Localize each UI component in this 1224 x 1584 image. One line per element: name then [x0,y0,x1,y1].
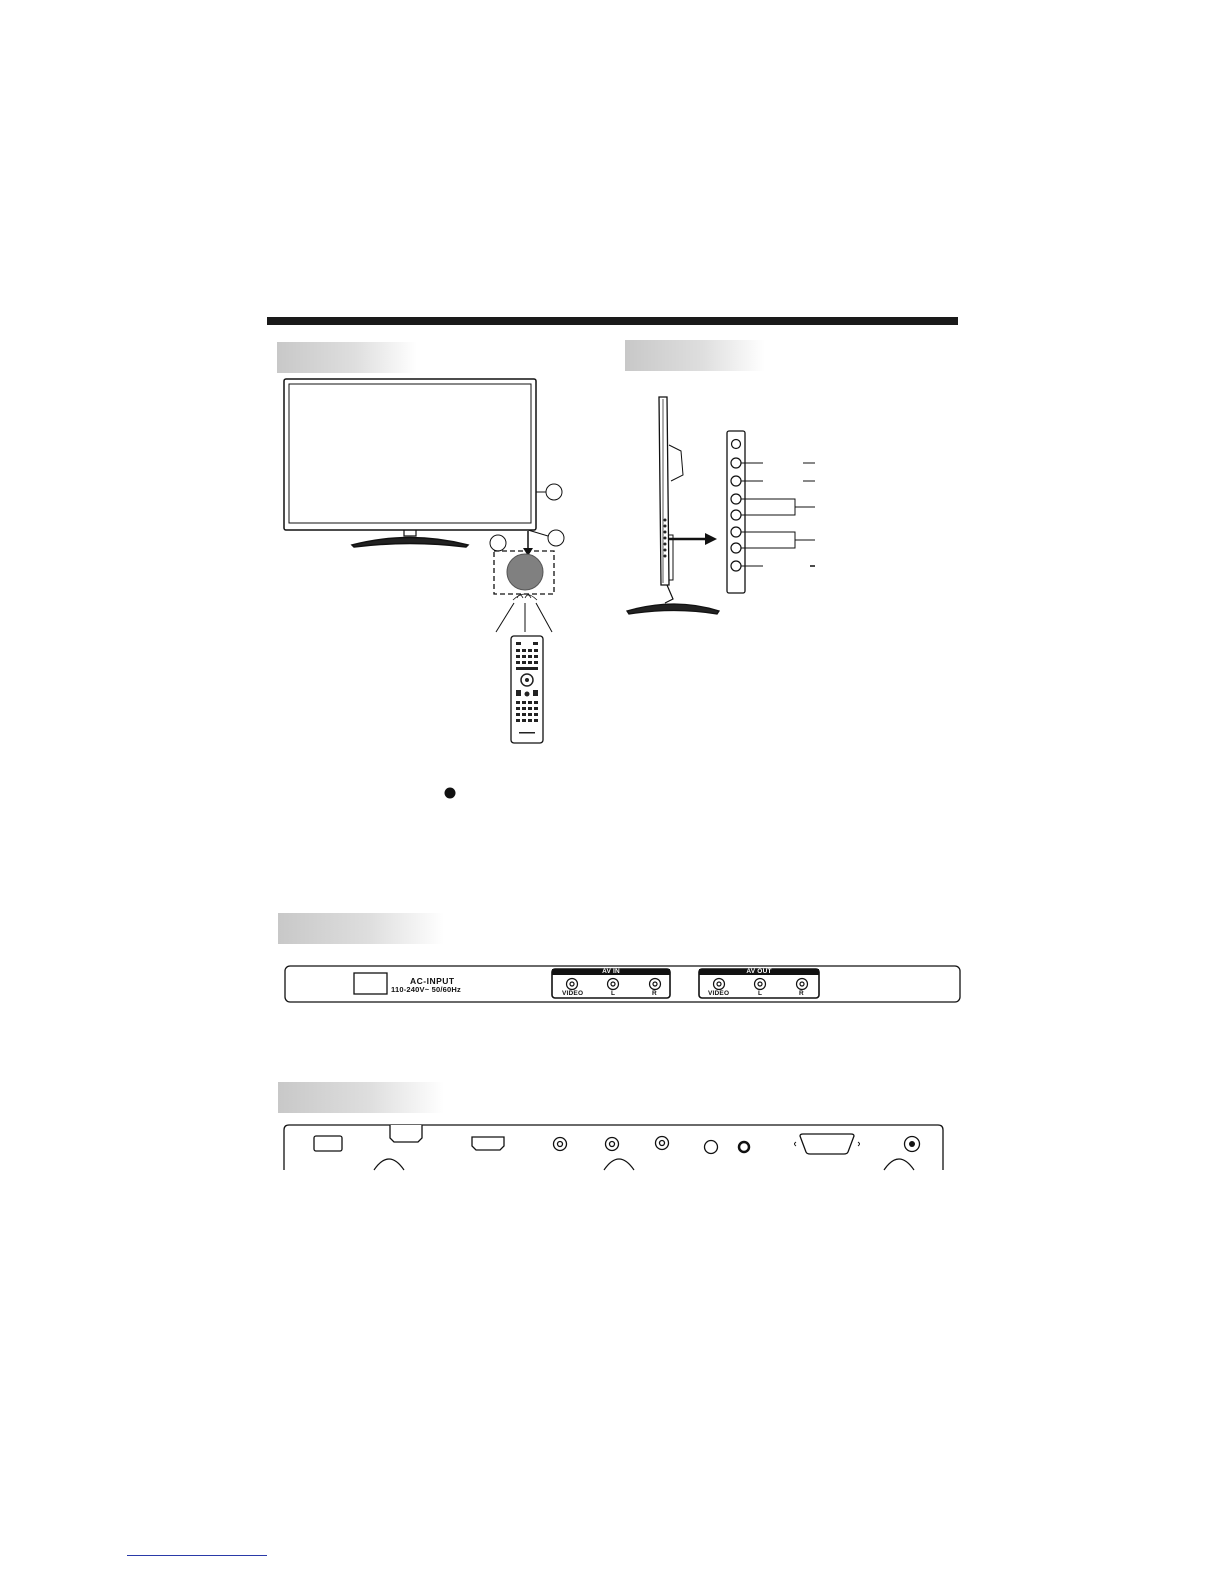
vga-port-icon [800,1134,854,1154]
side-panel-header-tab [278,913,444,944]
hdmi-port-1-icon [390,1125,422,1142]
side-button-5 [731,527,741,537]
tv-stand-base [352,538,468,548]
side-button-1 [731,458,741,468]
av-out-title: AV OUT [746,968,772,975]
side-button-4 [731,510,741,520]
remote-control-icon [511,636,543,743]
callout-circle-1 [546,484,562,500]
av-in-video-label: VIDEO [562,990,584,997]
audio-jack-icon [705,1141,718,1154]
leader-gap [763,474,803,488]
ir-sensor-icon [507,554,543,590]
power-button-icon [732,440,741,449]
av-out-l-label: L [758,990,763,997]
side-button-2 [731,476,741,486]
arrow-right-icon [705,533,717,545]
front-view-header-tab [277,342,417,373]
tv-screen [289,384,531,523]
callout-circle-2 [548,530,564,546]
rear-port-rect [314,1136,342,1151]
av-in-l-label: L [611,990,616,997]
footer-link-underline [127,1555,267,1556]
callout-circle-3 [490,535,506,551]
ac-input-label: AC-INPUT [410,976,455,986]
tv-stand-neck [404,530,416,536]
side-button-7 [731,561,741,571]
tv-side-view-diagram [615,385,845,625]
hdmi-port-2-icon [472,1137,504,1150]
rear-connection-panel [282,1122,947,1174]
av-in-title: AV IN [602,968,620,975]
leader-gap [763,558,807,572]
rear-panel-header-tab [278,1082,444,1113]
av-in-r-label: R [652,990,657,997]
headphone-jack-icon [739,1142,749,1152]
side-button-6 [731,543,741,553]
leader-gap [763,455,803,469]
ac-input-socket [354,973,387,994]
tv-bezel [284,379,536,530]
bullet-dot-icon [443,786,457,800]
tv-side-stand [627,604,719,614]
av-out-r-label: R [799,990,804,997]
side-view-header-tab [625,340,765,371]
av-out-video-label: VIDEO [708,990,730,997]
side-button-3 [731,494,741,504]
tv-front-view-diagram [270,370,590,755]
ac-input-rating: 110-240V~ 50/60Hz [391,985,461,994]
section-divider-bar [267,317,958,325]
